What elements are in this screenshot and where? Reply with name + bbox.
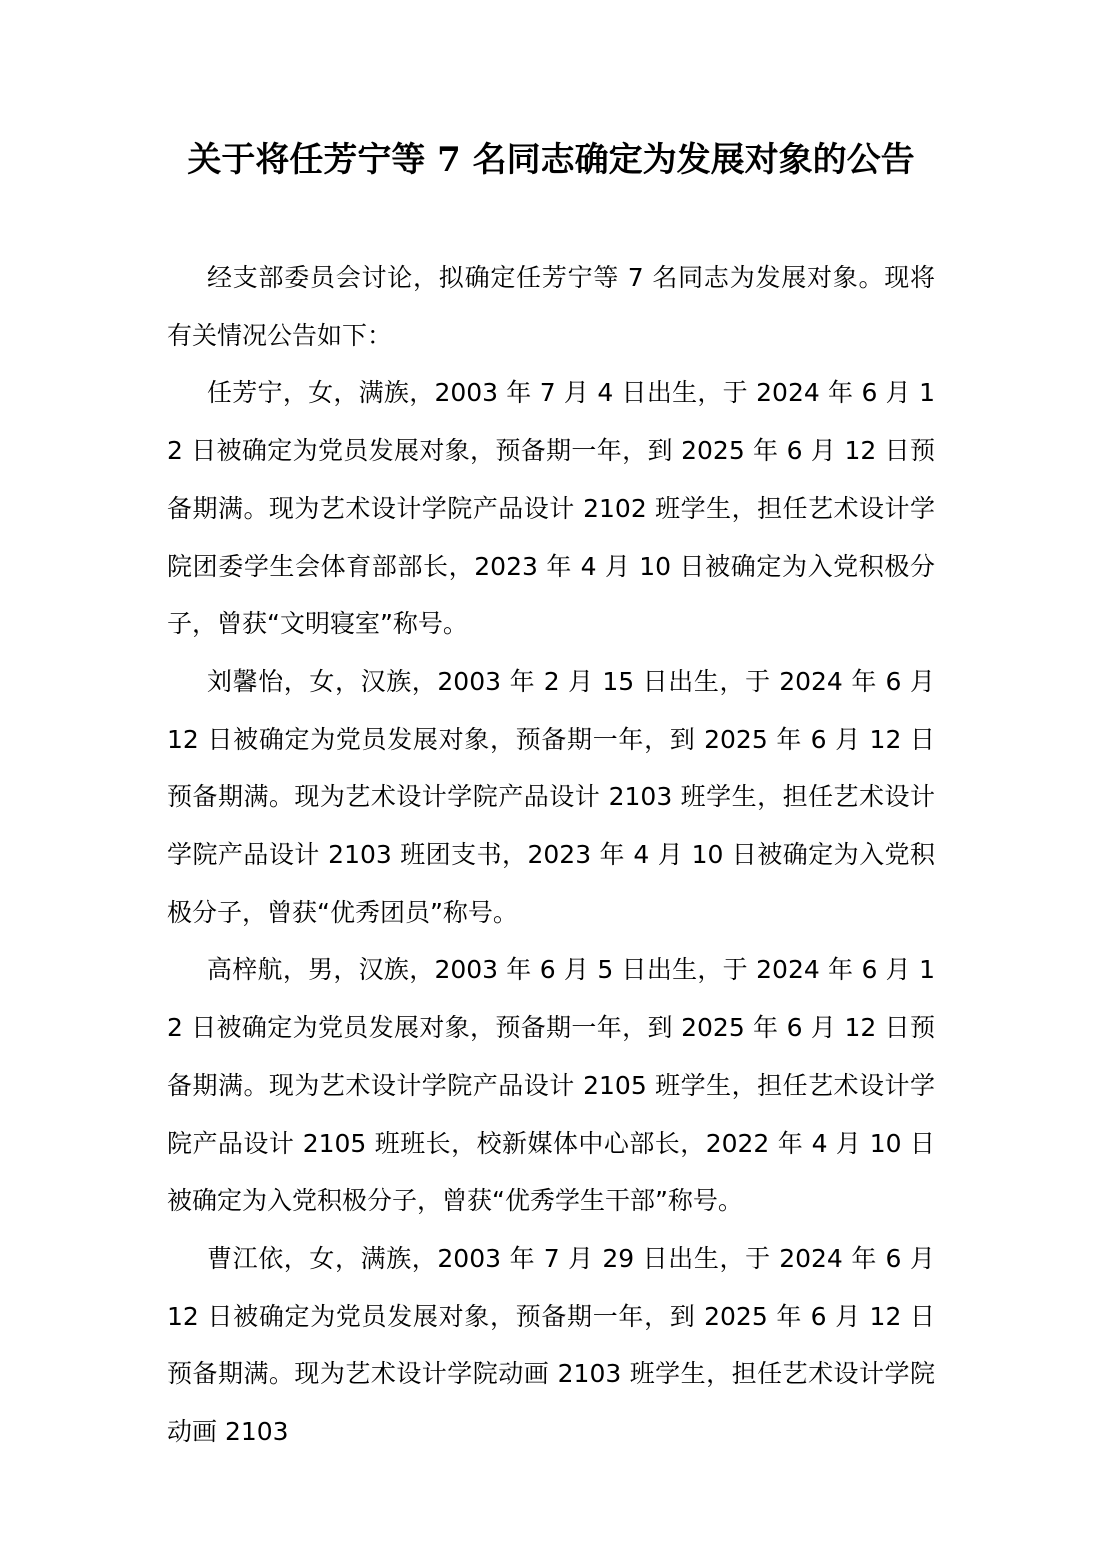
candidate-paragraph: 刘馨怡，女，汉族，2003 年 2 月 15 日出生，于 2024 年 6 月 12 日被确定为党员发展对象，预备期一年，到 2025 年 6 月 12 日预备期满。现为艺术设计学院产品设计 2103 班学生，担任艺术设计学院产品设计 2103 班团支书，2023 年 4 月 10 日被确定为入党积极分子，曾获“优秀团员”称号。 [167,666,935,927]
document-title: 关于将任芳宁等 7 名同志确定为发展对象的公告 [187,140,915,180]
candidate-paragraph: 任芳宁，女，满族，2003 年 7 月 4 日出生，于 2024 年 6 月 12 日被确定为党员发展对象，预备期一年，到 2025 年 6 月 12 日预备期满。现为艺术设计学院产品设计 2102 班学生，担任艺术设计学院团委学生会体育部部长，2023 年 4 月 10 日被确定为入党积极分子，曾获“文明寝室”称号。 [167,378,935,639]
candidate-paragraph: 高梓航，男，汉族，2003 年 6 月 5 日出生，于 2024 年 6 月 12 日被确定为党员发展对象，预备期一年，到 2025 年 6 月 12 日预备期满。现为艺术设计学院产品设计 2105 班学生，担任艺术设计学院产品设计 2105 班班长，校新媒体中心部长，2022 年 4 月 10 日被确定为入党积极分子，曾获“优秀学生干部”称号。 [167,955,935,1216]
candidate-paragraph: 曹江依，女，满族，2003 年 7 月 29 日出生，于 2024 年 6 月 12 日被确定为党员发展对象，预备期一年，到 2025 年 6 月 12 日预备期满。现为艺术设计学院动画 2103 班学生，担任艺术设计学院动画 2103 [167,1243,935,1447]
intro-paragraph: 经支部委员会讨论，拟确定任芳宁等 7 名同志为发展对象。现将有关情况公告如下： [167,263,935,350]
document-body [167,249,935,1461]
